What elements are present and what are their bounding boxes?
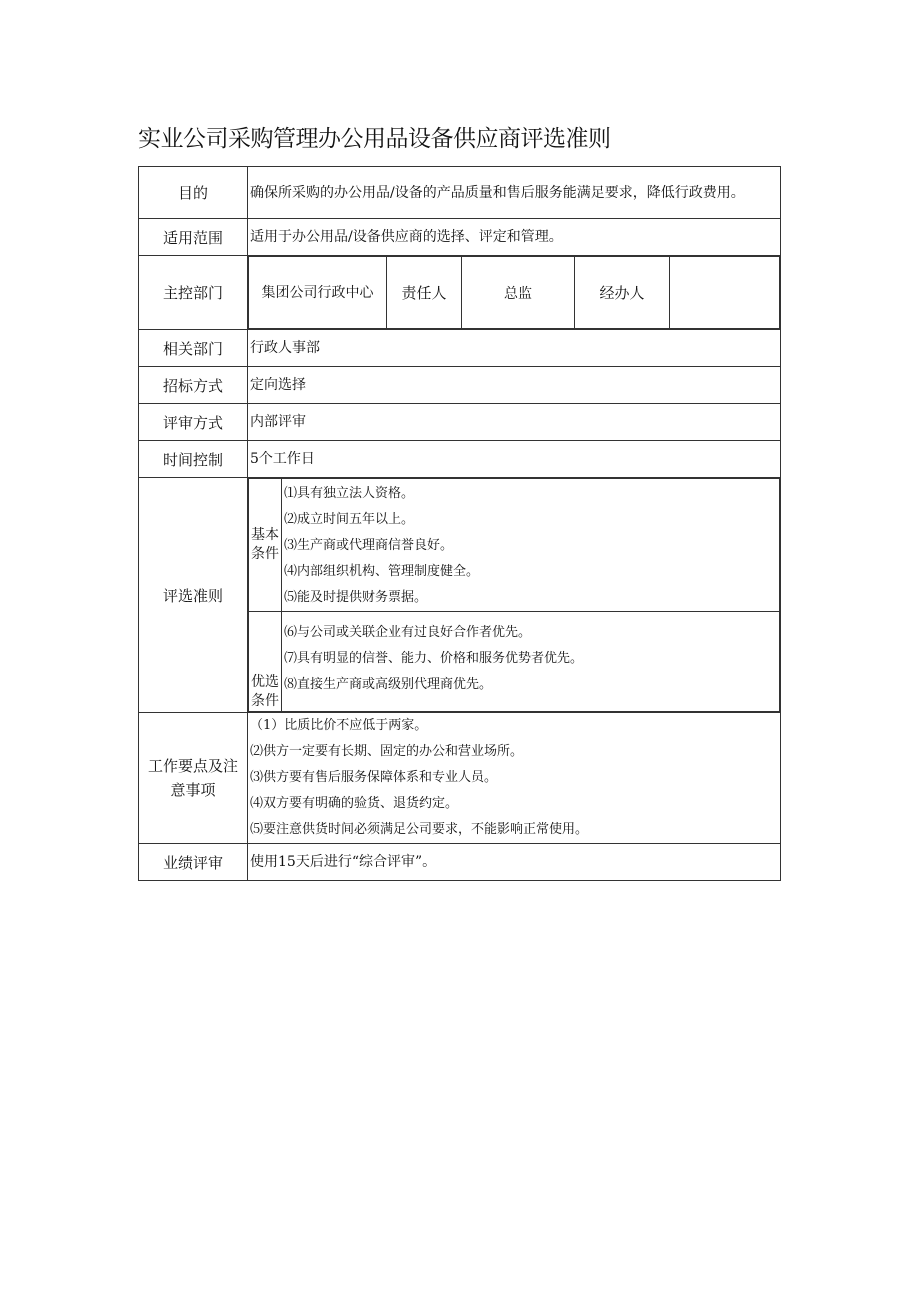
table-row <box>139 367 781 404</box>
table-row <box>139 256 781 330</box>
scope-value: 适用于办公用品/设备供应商的选择、评定和管理。 <box>248 219 781 256</box>
related-label: 相关部门 <box>139 330 248 367</box>
list-item: ⑸能及时提供财务票据。 <box>284 590 428 605</box>
related-value: 行政人事部 <box>248 330 781 367</box>
list-item: ⑶生产商或代理商信誉良好。 <box>284 538 454 553</box>
list-item: ⑵成立时间五年以上。 <box>284 512 415 527</box>
responsible-value: 总监 <box>462 257 575 329</box>
list-item: ⑵供方一定要有长期、固定的办公和营业场所。 <box>250 744 524 759</box>
table-row <box>139 167 781 219</box>
list-item: ⑴具有独立法人资格。 <box>284 486 415 501</box>
list-item: ⑷内部组织机构、管理制度健全。 <box>284 564 480 579</box>
review-label: 评审方式 <box>139 404 248 441</box>
handler-label: 经办人 <box>575 257 670 329</box>
page-title: 实业公司采购管理办公用品设备供应商评选准则 <box>138 126 611 152</box>
list-item: ⑺具有明显的信誉、能力、价格和服务优势者优先。 <box>284 651 584 666</box>
control-dept: 集团公司行政中心 <box>249 257 387 329</box>
table-row <box>139 441 781 478</box>
handler-value <box>670 257 780 329</box>
responsible-label: 责任人 <box>387 257 462 329</box>
criteria-table <box>138 166 781 881</box>
list-item: （1）比质比价不应低于两家。 <box>250 718 428 733</box>
purpose-value: 确保所采购的办公用品/设备的产品质量和售后服务能满足要求，降低行政费用。 <box>248 167 781 219</box>
bidding-label: 招标方式 <box>139 367 248 404</box>
list-item: ⑶供方要有售后服务保障体系和专业人员。 <box>250 770 498 785</box>
basic-conditions-list <box>282 479 780 612</box>
table-row <box>139 713 781 844</box>
basic-conditions-label: 基本条件 <box>249 479 282 612</box>
control-label: 主控部门 <box>139 256 248 330</box>
list-item: ⑻直接生产商或高级别代理商优先。 <box>284 677 493 692</box>
review-value: 内部评审 <box>248 404 781 441</box>
performance-value: 使用15天后进行“综合评审”。 <box>248 844 781 881</box>
time-label: 时间控制 <box>139 441 248 478</box>
criteria-label: 评选准则 <box>139 478 248 713</box>
table-row <box>139 844 781 881</box>
preferred-conditions-label: 优选条件 <box>249 612 282 712</box>
table-row <box>139 478 781 713</box>
list-item: ⑹与公司或关联企业有过良好合作者优先。 <box>284 625 532 640</box>
key-points-list <box>248 713 781 844</box>
bidding-value: 定向选择 <box>248 367 781 404</box>
list-item: ⑸要注意供货时间必须满足公司要求，不能影响正常使用。 <box>250 822 589 837</box>
performance-label: 业绩评审 <box>139 844 248 881</box>
purpose-label: 目的 <box>139 167 248 219</box>
scope-label: 适用范围 <box>139 219 248 256</box>
table-row <box>139 404 781 441</box>
preferred-conditions-list <box>282 612 780 712</box>
key-points-label: 工作要点及注意事项 <box>139 713 248 844</box>
time-value: 5个工作日 <box>248 441 781 478</box>
list-item: ⑷双方要有明确的验货、退货约定。 <box>250 796 459 811</box>
table-row <box>139 330 781 367</box>
table-row <box>139 219 781 256</box>
